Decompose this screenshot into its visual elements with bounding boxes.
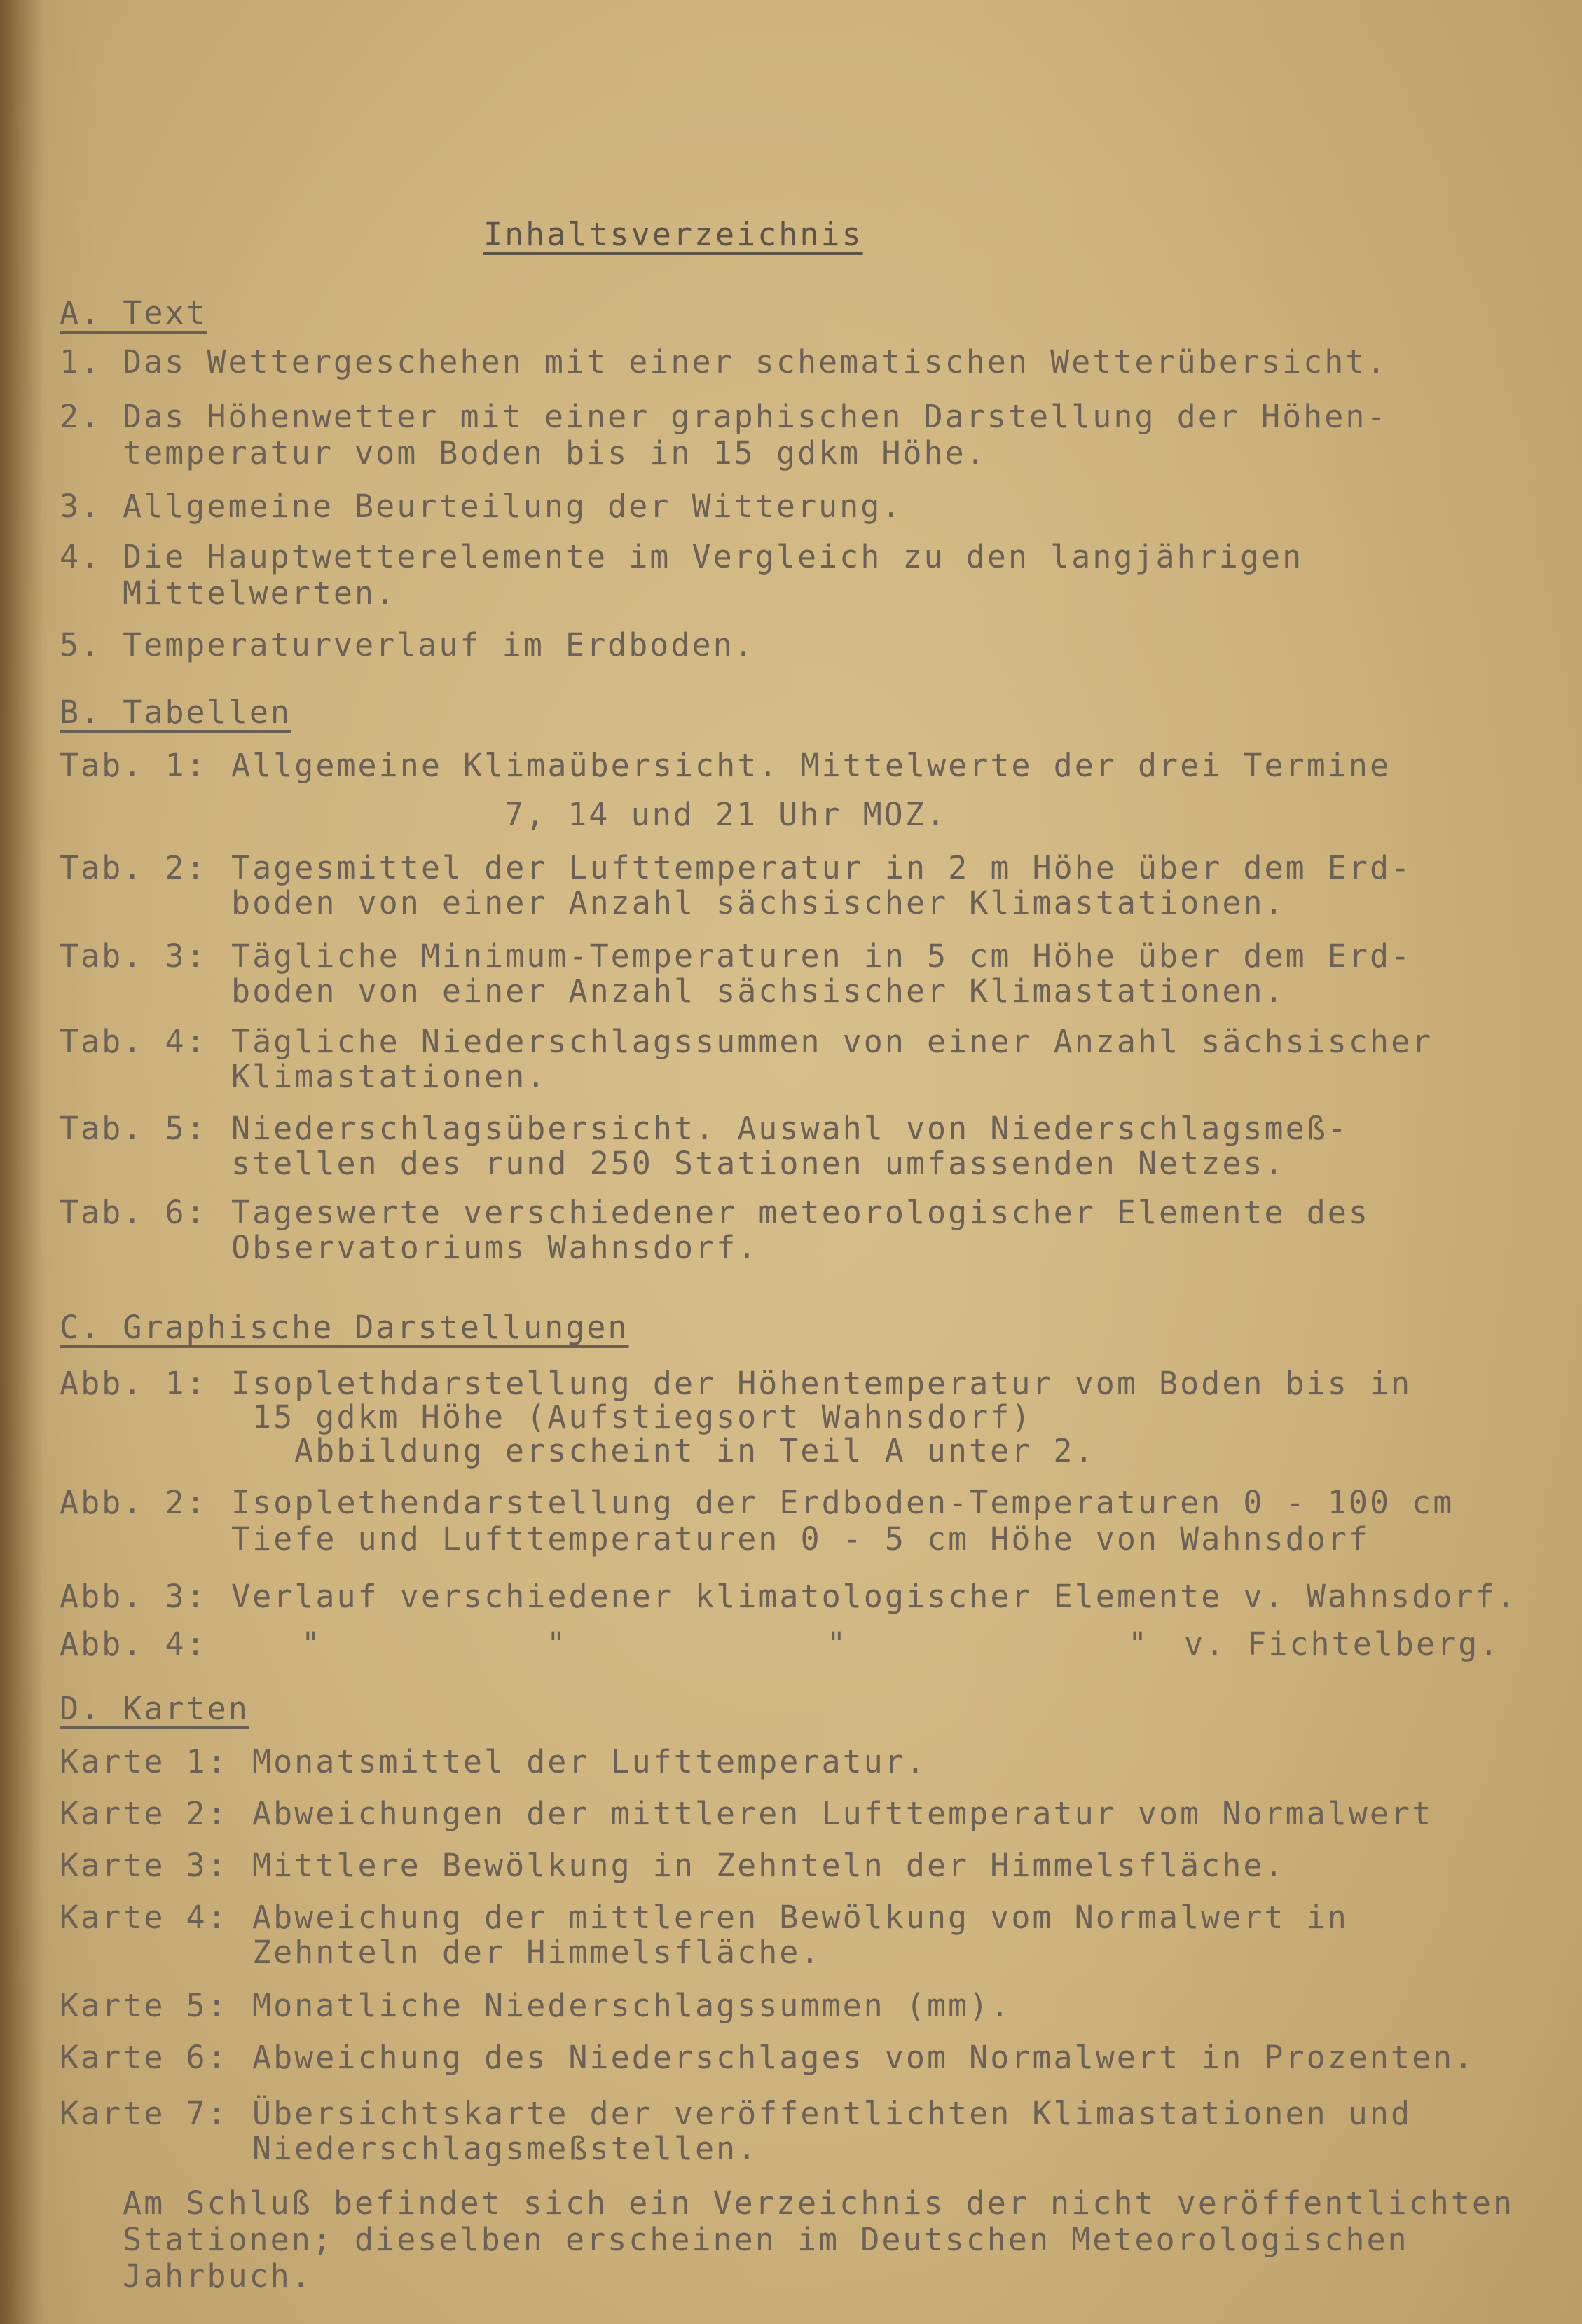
item-text: Monatliche Niederschlagssummen (mm). <box>252 1987 1012 2024</box>
item-text: Abweichung des Niederschlages vom Normalwert in Prozenten. <box>252 2039 1476 2076</box>
ditto-mark: " <box>546 1625 568 1663</box>
ditto-mark: " <box>827 1625 848 1663</box>
item-text: Niederschlagsübersicht. Auswahl von Niederschlagsmeß- <box>231 1110 1349 1147</box>
item-text: Allgemeine Klimaübersicht. Mittelwerte der drei Termine <box>231 747 1391 784</box>
item-text: v. Fichtelberg. <box>1184 1625 1501 1663</box>
item-number: 4. <box>60 538 102 575</box>
item-label: Karte 7: <box>60 2095 228 2132</box>
item-text: Tiefe und Lufttemperaturen 0 - 5 cm Höhe von Wahnsdorf <box>231 1520 1370 1558</box>
item-text: Abweichungen der mittleren Lufttemperatur vom Normalwert <box>252 1795 1433 1832</box>
item-text: 7, 14 und 21 Uhr MOZ. <box>504 796 947 833</box>
section-heading-graphics: C. Graphische Darstellungen <box>60 1309 629 1346</box>
item-text: Niederschlagsmeßstellen. <box>252 2130 759 2167</box>
item-text: Verlauf verschiedener klimatologischer Elemente v. Wahnsdorf. <box>231 1578 1518 1615</box>
item-text: Tagesmittel der Lufttemperatur in 2 m Höhe über dem Erd- <box>231 849 1412 886</box>
section-heading-maps: D. Karten <box>60 1690 249 1727</box>
item-text: Zehnteln der Himmelsfläche. <box>252 1934 822 1971</box>
item-label: Tab. 5: <box>60 1110 207 1147</box>
item-text: Übersichtskarte der veröffentlichten Klimastationen und <box>252 2095 1412 2132</box>
item-text: Tägliche Niederschlagssummen von einer Anzahl sächsischer <box>231 1023 1433 1060</box>
item-label: Karte 3: <box>60 1847 228 1884</box>
item-label: Tab. 3: <box>60 937 207 975</box>
item-text: Temperaturverlauf im Erdboden. <box>123 626 755 663</box>
item-text: Klimastationen. <box>231 1058 548 1095</box>
item-label: Karte 4: <box>60 1899 228 1936</box>
item-number: 5. <box>60 626 102 663</box>
item-text: Abbildung erscheint in Teil A unter 2. <box>294 1432 1096 1469</box>
page-edge-shadow <box>0 0 42 2324</box>
item-label: Karte 6: <box>60 2039 228 2076</box>
item-text: Mittlere Bewölkung in Zehnteln der Himmelsfläche. <box>252 1847 1286 1884</box>
item-text: boden von einer Anzahl sächsischer Klimastationen. <box>231 884 1286 921</box>
item-text: Die Hauptwetterelemente im Vergleich zu den langjährigen <box>123 538 1304 575</box>
item-text: Mittelwerten. <box>123 575 397 612</box>
item-text: boden von einer Anzahl sächsischer Klimastationen. <box>231 972 1286 1010</box>
item-label: Karte 5: <box>60 1987 228 2024</box>
item-text: Isoplethdarstellung der Höhentemperatur vom Boden bis in <box>231 1365 1412 1402</box>
item-text: stellen des rund 250 Stationen umfassenden Netzes. <box>231 1145 1286 1182</box>
item-text: 15 gdkm Höhe (Aufstiegsort Wahnsdorf) <box>252 1398 1033 1436</box>
section-heading-text: A. Text <box>60 294 207 331</box>
item-label: Tab. 1: <box>60 747 207 784</box>
item-text: Das Wettergeschehen mit einer schematischen Wetterübersicht. <box>123 343 1388 380</box>
item-label: Karte 2: <box>60 1795 228 1832</box>
ditto-mark: " <box>301 1625 323 1663</box>
section-heading-tables: B. Tabellen <box>60 694 292 731</box>
item-number: 2. <box>60 398 102 435</box>
page-title: Inhaltsverzeichnis <box>483 216 863 253</box>
item-label: Karte 1: <box>60 1743 228 1780</box>
closing-line: Stationen; dieselben erscheinen im Deutschen Meteorologischen <box>123 2221 1409 2258</box>
item-text: Isoplethendarstellung der Erdboden-Temperaturen 0 - 100 cm <box>231 1484 1454 1521</box>
item-text: Das Höhenwetter mit einer graphischen Darstellung der Höhen- <box>123 398 1388 435</box>
item-text: Abweichung der mittleren Bewölkung vom Normalwert in <box>252 1899 1349 1936</box>
item-label: Abb. 2: <box>60 1484 207 1521</box>
closing-line: Jahrbuch. <box>123 2257 312 2295</box>
item-text: Observatoriums Wahnsdorf. <box>231 1229 759 1266</box>
item-text: temperatur vom Boden bis in 15 gdkm Höhe. <box>123 434 987 472</box>
item-label: Abb. 1: <box>60 1365 207 1402</box>
item-text: Monatsmittel der Lufttemperatur. <box>252 1743 927 1780</box>
ditto-mark: " <box>1128 1625 1150 1663</box>
item-label: Abb. 4: <box>60 1625 207 1663</box>
item-text: Tägliche Minimum-Temperaturen in 5 cm Höhe über dem Erd- <box>231 937 1412 975</box>
closing-line: Am Schluß befindet sich ein Verzeichnis der nicht veröffentlichten <box>123 2185 1515 2222</box>
item-label: Abb. 3: <box>60 1578 207 1615</box>
item-label: Tab. 6: <box>60 1194 207 1231</box>
item-number: 1. <box>60 343 102 380</box>
item-text: Tageswerte verschiedener meteorologischer Elemente des <box>231 1194 1370 1231</box>
item-label: Tab. 4: <box>60 1023 207 1060</box>
item-number: 3. <box>60 488 102 525</box>
item-label: Tab. 2: <box>60 849 207 886</box>
item-text: Allgemeine Beurteilung der Witterung. <box>123 488 903 525</box>
